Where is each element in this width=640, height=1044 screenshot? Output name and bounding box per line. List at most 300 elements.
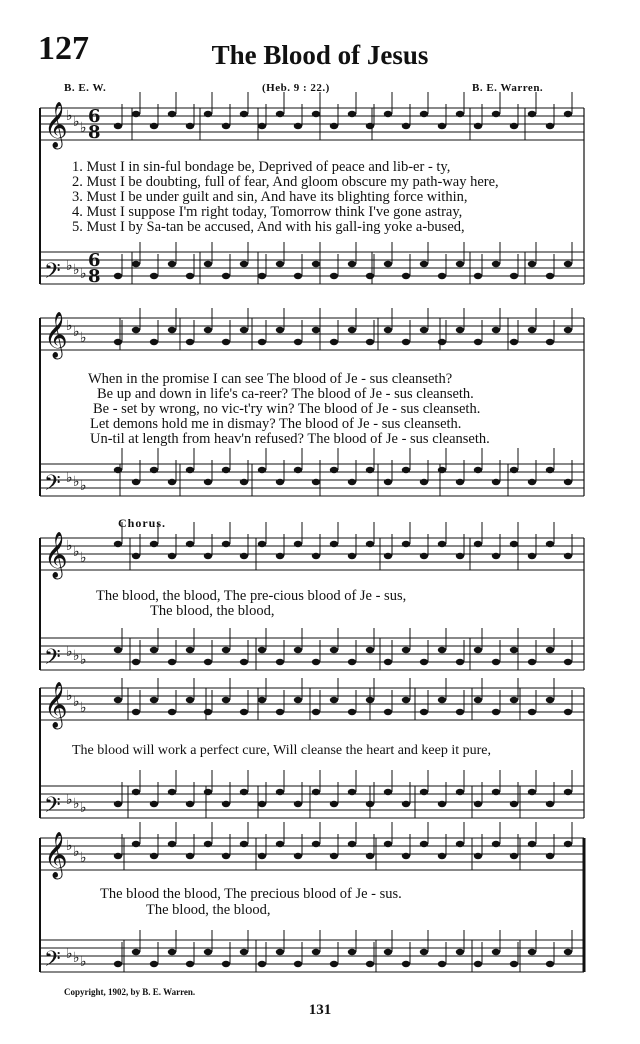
- page-number: 131: [308, 1002, 332, 1018]
- note-head: [348, 111, 356, 117]
- note-head: [222, 961, 230, 967]
- note-head: [168, 949, 176, 955]
- note-head: [186, 697, 194, 703]
- verse-4-line-1: 4. Must I suppose I'm right today, Tomorrow think I've gone astray,: [72, 204, 463, 220]
- note-head: [492, 479, 500, 485]
- note-head: [402, 541, 410, 547]
- note-head: [186, 801, 194, 807]
- note-head: [222, 541, 230, 547]
- note-head: [240, 479, 248, 485]
- note-head: [402, 273, 410, 279]
- note-head: [312, 949, 320, 955]
- note-head: [546, 853, 554, 859]
- time-signature: 8: [88, 122, 101, 143]
- note-head: [492, 261, 500, 267]
- note-head: [150, 123, 158, 129]
- note-head: [132, 327, 140, 333]
- note-head: [474, 541, 482, 547]
- note-head: [546, 541, 554, 547]
- bass-clef: 𝄢: [44, 645, 61, 675]
- note-head: [528, 659, 536, 665]
- note-head: [312, 709, 320, 715]
- composer-credit: B. E. Warren.: [472, 82, 544, 94]
- verse-1-line-1: 1. Must I in sin-ful bondage be, Deprived of peace and lib-er - ty,: [72, 159, 451, 175]
- flat-sign: ♭: [66, 318, 73, 334]
- note-head: [384, 111, 392, 117]
- chorus-label: Chorus.: [118, 516, 167, 530]
- note-head: [366, 273, 374, 279]
- note-head: [510, 961, 518, 967]
- note-head: [330, 541, 338, 547]
- flat-sign: ♭: [66, 258, 73, 274]
- note-head: [186, 541, 194, 547]
- note-head: [294, 961, 302, 967]
- note-head: [474, 697, 482, 703]
- note-head: [564, 111, 572, 117]
- note-head: [168, 553, 176, 559]
- note-head: [222, 853, 230, 859]
- note-head: [528, 553, 536, 559]
- verse-1-line-2: When in the promise I can see The blood of Je - sus cleanseth?: [88, 371, 453, 387]
- flat-sign: ♭: [66, 792, 73, 808]
- note-head: [258, 961, 266, 967]
- scripture-reference: (Heb. 9 : 22.): [262, 82, 330, 94]
- note-head: [492, 841, 500, 847]
- flat-sign: ♭: [80, 652, 87, 668]
- note-head: [168, 841, 176, 847]
- treble-clef: 𝄞: [44, 312, 68, 358]
- note-head: [564, 949, 572, 955]
- note-head: [186, 339, 194, 345]
- note-head: [456, 659, 464, 665]
- note-head: [384, 789, 392, 795]
- note-head: [438, 273, 446, 279]
- note-head: [330, 647, 338, 653]
- note-head: [384, 949, 392, 955]
- note-head: [474, 123, 482, 129]
- note-head: [276, 709, 284, 715]
- note-head: [240, 111, 248, 117]
- flat-sign: ♭: [73, 796, 80, 812]
- flat-sign: ♭: [80, 800, 87, 816]
- note-head: [132, 841, 140, 847]
- note-head: [420, 949, 428, 955]
- note-head: [258, 273, 266, 279]
- flat-sign: ♭: [80, 120, 87, 136]
- note-head: [564, 553, 572, 559]
- flat-sign: ♭: [73, 474, 80, 490]
- chorus-line-1: The blood, the blood, The pre-cious blood of Je - sus,: [96, 588, 407, 604]
- note-head: [150, 647, 158, 653]
- note-head: [348, 261, 356, 267]
- note-head: [258, 697, 266, 703]
- hymn-title: The Blood of Jesus: [211, 40, 429, 70]
- chorus-line-2: The blood will work a perfect cure, Will cleanse the heart and keep it pure,: [72, 743, 492, 758]
- flat-sign: ♭: [80, 850, 87, 866]
- time-signature: 8: [88, 266, 101, 287]
- note-head: [258, 467, 266, 473]
- note-head: [168, 709, 176, 715]
- note-head: [330, 853, 338, 859]
- note-head: [546, 961, 554, 967]
- note-head: [456, 111, 464, 117]
- note-head: [168, 659, 176, 665]
- note-head: [420, 553, 428, 559]
- note-head: [384, 553, 392, 559]
- flat-sign: ♭: [66, 470, 73, 486]
- note-head: [492, 949, 500, 955]
- note-head: [438, 541, 446, 547]
- note-head: [456, 479, 464, 485]
- note-head: [456, 841, 464, 847]
- note-head: [294, 339, 302, 345]
- verse-2-line-2: Be up and down in life's ca-reer? The blood of Je - sus cleanseth.: [97, 386, 474, 402]
- note-head: [474, 339, 482, 345]
- note-head: [204, 111, 212, 117]
- note-head: [168, 479, 176, 485]
- note-head: [420, 479, 428, 485]
- note-head: [420, 111, 428, 117]
- flat-sign: ♭: [73, 950, 80, 966]
- note-head: [438, 697, 446, 703]
- note-head: [222, 697, 230, 703]
- note-head: [528, 327, 536, 333]
- note-head: [510, 801, 518, 807]
- note-head: [258, 853, 266, 859]
- note-head: [366, 961, 374, 967]
- note-head: [546, 123, 554, 129]
- note-head: [240, 709, 248, 715]
- note-head: [186, 647, 194, 653]
- note-head: [276, 949, 284, 955]
- note-head: [132, 659, 140, 665]
- copyright-notice: Copyright, 1902, by B. E. Warren.: [64, 987, 196, 997]
- note-head: [240, 261, 248, 267]
- note-head: [402, 467, 410, 473]
- note-head: [150, 853, 158, 859]
- note-head: [150, 961, 158, 967]
- note-head: [150, 541, 158, 547]
- note-head: [348, 789, 356, 795]
- note-head: [402, 123, 410, 129]
- note-head: [132, 111, 140, 117]
- note-head: [204, 841, 212, 847]
- flat-sign: ♭: [73, 544, 80, 560]
- note-head: [474, 273, 482, 279]
- note-head: [240, 841, 248, 847]
- note-head: [294, 853, 302, 859]
- note-head: [510, 467, 518, 473]
- note-head: [348, 709, 356, 715]
- note-head: [294, 273, 302, 279]
- note-head: [456, 261, 464, 267]
- note-head: [294, 123, 302, 129]
- bass-clef: 𝄢: [44, 471, 61, 501]
- note-head: [294, 467, 302, 473]
- time-signature: 6: [88, 106, 101, 127]
- note-head: [330, 961, 338, 967]
- note-head: [168, 327, 176, 333]
- flat-sign: ♭: [66, 688, 73, 704]
- flat-sign: ♭: [73, 114, 80, 130]
- note-head: [186, 853, 194, 859]
- note-head: [312, 327, 320, 333]
- note-head: [474, 801, 482, 807]
- note-head: [564, 659, 572, 665]
- note-head: [222, 801, 230, 807]
- note-head: [564, 479, 572, 485]
- note-head: [132, 949, 140, 955]
- note-head: [150, 273, 158, 279]
- note-head: [438, 123, 446, 129]
- note-head: [510, 647, 518, 653]
- note-head: [420, 841, 428, 847]
- note-head: [528, 949, 536, 955]
- note-head: [114, 961, 122, 967]
- note-head: [474, 961, 482, 967]
- note-head: [510, 853, 518, 859]
- note-head: [546, 467, 554, 473]
- note-head: [492, 327, 500, 333]
- note-head: [204, 789, 212, 795]
- note-head: [474, 467, 482, 473]
- note-head: [204, 949, 212, 955]
- note-head: [294, 541, 302, 547]
- note-head: [456, 949, 464, 955]
- note-head: [258, 647, 266, 653]
- note-head: [168, 789, 176, 795]
- chorus-line-3: The blood the blood, The precious blood of Je - sus.: [100, 886, 402, 902]
- flat-sign: ♭: [66, 644, 73, 660]
- note-head: [564, 789, 572, 795]
- flat-sign: ♭: [80, 330, 87, 346]
- note-head: [348, 327, 356, 333]
- verse-2-line-1: 2. Must I be doubting, full of fear, And gloom obscure my path-way here,: [72, 174, 499, 190]
- bass-clef: 𝄢: [44, 947, 61, 977]
- note-head: [492, 553, 500, 559]
- note-head: [150, 801, 158, 807]
- note-head: [330, 697, 338, 703]
- note-head: [510, 273, 518, 279]
- note-head: [366, 339, 374, 345]
- note-head: [312, 111, 320, 117]
- note-head: [186, 467, 194, 473]
- note-head: [474, 647, 482, 653]
- note-head: [492, 111, 500, 117]
- flat-sign: ♭: [66, 946, 73, 962]
- note-head: [402, 961, 410, 967]
- note-head: [438, 853, 446, 859]
- flat-sign: ♭: [73, 648, 80, 664]
- note-head: [240, 327, 248, 333]
- note-head: [204, 327, 212, 333]
- note-head: [150, 697, 158, 703]
- note-head: [240, 789, 248, 795]
- note-head: [456, 327, 464, 333]
- note-head: [546, 339, 554, 345]
- note-head: [492, 789, 500, 795]
- note-head: [114, 123, 122, 129]
- note-head: [132, 479, 140, 485]
- note-head: [546, 801, 554, 807]
- note-head: [474, 853, 482, 859]
- note-head: [456, 553, 464, 559]
- note-head: [402, 339, 410, 345]
- note-head: [276, 553, 284, 559]
- note-head: [510, 697, 518, 703]
- note-head: [276, 659, 284, 665]
- note-head: [312, 261, 320, 267]
- note-head: [258, 123, 266, 129]
- note-head: [510, 541, 518, 547]
- note-head: [366, 647, 374, 653]
- time-signature: 6: [88, 250, 101, 271]
- note-head: [420, 789, 428, 795]
- note-head: [312, 659, 320, 665]
- note-head: [294, 647, 302, 653]
- note-head: [366, 853, 374, 859]
- chorus-line-1-alto: The blood, the blood,: [150, 603, 275, 619]
- note-head: [222, 123, 230, 129]
- note-head: [420, 261, 428, 267]
- bass-clef: 𝄢: [44, 793, 61, 823]
- note-head: [186, 961, 194, 967]
- note-head: [312, 789, 320, 795]
- treble-clef: 𝄞: [44, 532, 68, 578]
- note-head: [312, 553, 320, 559]
- note-head: [510, 339, 518, 345]
- note-head: [150, 467, 158, 473]
- note-head: [132, 709, 140, 715]
- note-head: [546, 697, 554, 703]
- note-head: [204, 659, 212, 665]
- note-head: [222, 273, 230, 279]
- note-head: [276, 789, 284, 795]
- flat-sign: ♭: [73, 262, 80, 278]
- hymn-number: 127: [38, 30, 89, 67]
- verse-5-line-2: Un-til at length from heav'n refused? The blood of Je - sus cleanseth.: [90, 431, 490, 447]
- note-head: [402, 801, 410, 807]
- note-head: [132, 789, 140, 795]
- note-head: [384, 709, 392, 715]
- verse-4-line-2: Let demons hold me in dismay? The blood of Je - sus cleanseth.: [90, 416, 462, 432]
- note-head: [528, 841, 536, 847]
- note-head: [132, 553, 140, 559]
- note-head: [528, 479, 536, 485]
- note-head: [384, 479, 392, 485]
- note-head: [312, 479, 320, 485]
- flat-sign: ♭: [73, 324, 80, 340]
- note-head: [330, 123, 338, 129]
- note-head: [276, 841, 284, 847]
- flat-sign: ♭: [66, 538, 73, 554]
- note-head: [114, 801, 122, 807]
- note-head: [438, 961, 446, 967]
- note-head: [114, 339, 122, 345]
- flat-sign: ♭: [80, 700, 87, 716]
- note-head: [348, 479, 356, 485]
- note-head: [114, 467, 122, 473]
- note-head: [402, 853, 410, 859]
- note-head: [528, 261, 536, 267]
- note-head: [438, 339, 446, 345]
- note-head: [330, 273, 338, 279]
- flat-sign: ♭: [73, 694, 80, 710]
- note-head: [456, 789, 464, 795]
- note-head: [240, 553, 248, 559]
- bass-clef: 𝄢: [44, 259, 61, 289]
- note-head: [456, 709, 464, 715]
- note-head: [204, 553, 212, 559]
- note-head: [528, 709, 536, 715]
- note-head: [492, 659, 500, 665]
- note-head: [330, 801, 338, 807]
- note-head: [402, 647, 410, 653]
- flat-sign: ♭: [66, 108, 73, 124]
- verse-3-line-1: 3. Must I be under guilt and sin, And have its blighting force within,: [72, 189, 468, 205]
- verse-5-line-1: 5. Must I by Sa-tan be accused, And with his gall-ing yoke a-bused,: [72, 219, 465, 235]
- note-head: [186, 273, 194, 279]
- note-head: [168, 111, 176, 117]
- note-head: [348, 659, 356, 665]
- note-head: [438, 801, 446, 807]
- lyricist-credit: B. E. W.: [64, 82, 107, 94]
- note-head: [114, 273, 122, 279]
- verse-3-line-2: Be - set by wrong, no vic-t'ry win? The blood of Je - sus cleanseth.: [93, 401, 481, 417]
- note-head: [276, 479, 284, 485]
- note-head: [366, 467, 374, 473]
- note-head: [348, 841, 356, 847]
- note-head: [168, 261, 176, 267]
- note-head: [222, 647, 230, 653]
- note-head: [420, 709, 428, 715]
- note-head: [564, 327, 572, 333]
- note-head: [546, 273, 554, 279]
- note-head: [420, 327, 428, 333]
- treble-clef: 𝄞: [44, 832, 68, 878]
- note-head: [384, 659, 392, 665]
- note-head: [114, 647, 122, 653]
- flat-sign: ♭: [80, 550, 87, 566]
- note-head: [276, 261, 284, 267]
- note-head: [384, 841, 392, 847]
- note-head: [294, 697, 302, 703]
- note-head: [204, 261, 212, 267]
- note-head: [564, 709, 572, 715]
- note-head: [528, 789, 536, 795]
- note-head: [384, 327, 392, 333]
- note-head: [240, 949, 248, 955]
- note-head: [438, 647, 446, 653]
- note-head: [564, 841, 572, 847]
- chorus-line-3-alto: The blood, the blood,: [146, 902, 271, 918]
- note-head: [528, 111, 536, 117]
- note-head: [222, 467, 230, 473]
- note-head: [348, 949, 356, 955]
- note-head: [510, 123, 518, 129]
- flat-sign: ♭: [80, 266, 87, 282]
- note-head: [492, 709, 500, 715]
- note-head: [222, 339, 230, 345]
- treble-clef: 𝄞: [44, 102, 68, 148]
- note-head: [366, 123, 374, 129]
- note-head: [114, 541, 122, 547]
- note-head: [240, 659, 248, 665]
- flat-sign: ♭: [66, 838, 73, 854]
- note-head: [420, 659, 428, 665]
- note-head: [204, 479, 212, 485]
- note-head: [258, 339, 266, 345]
